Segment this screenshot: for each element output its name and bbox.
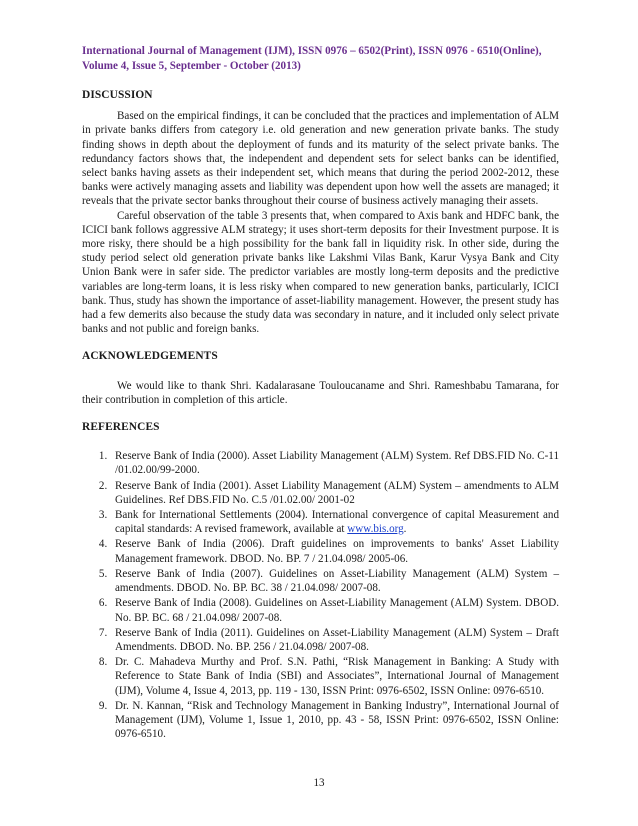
references-heading: REFERENCES: [82, 421, 160, 434]
journal-header-line1: International Journal of Management (IJM), ISSN 0976 – 6502(Print), ISSN 0976 - 6510(Online),: [82, 45, 542, 57]
reference-item: 6. Reserve Bank of India (2008). Guidelines on Asset-Liability Management (ALM) System. DBOD. No. BP. BC. 68 / 21.04.098/ 2007-08.: [110, 596, 559, 624]
reference-text-end: .: [403, 523, 407, 536]
bis-link[interactable]: www.bis.org: [347, 523, 404, 536]
reference-item: 2. Reserve Bank of India (2001). Asset Liability Management (ALM) System – amendments to ALM Guidelines. Ref DBS.FID No. C.5 /01.02.00/ 2001-02: [110, 479, 559, 507]
discussion-heading: DISCUSSION: [82, 89, 153, 101]
reference-item: 9. Dr. N. Kannan, “Risk and Technology Management in Banking Industry”, International Journal of Management (IJM), Volume 1, Issue 1, 2010, pp. 43 - 58, ISSN Print: 0976-6502, ISSN Online: 0976-6510.: [110, 699, 559, 742]
journal-header-line2: Volume 4, Issue 5, September - October (2013): [82, 60, 301, 72]
reference-item: [110, 508, 559, 536]
reference-item: 4. Reserve Bank of India (2006). Draft guidelines on improvements to banks' Asset Liability Management framework. DBOD. No. BP. 7 / 21.04.098/ 2005-06.: [110, 537, 559, 565]
reference-item: 1. Reserve Bank of India (2000). Asset Liability Management (ALM) System. Ref DBS.FID No. C-11 /01.02.00/99-2000.: [110, 449, 559, 477]
page-body: [82, 44, 559, 742]
discussion-paragraph-2: Careful observation of the table 3 presents that, when compared to Axis bank and HDFC bank, the ICICI bank follows aggressive ALM strategy; it uses short-term deposits for their Investment purpose. It is more risky, there should be a high possibility for the bank fall in liquidity risk. In other side, during the study period select old generation private banks like Lakshmi Vilas Bank, Karur Vysya Bank and City Union Bank were in safer side. The predictor variables are mostly long-term deposits and the predictive variables are long-term loans, it is less risky when compared to new generation banks, particularly, ICICI bank. Thus, study has shown the importance of asset-liability management. However, the present study has had a few demerits also because the study data was secondary in nature, and it included only select private banks and not public and foreign banks.: [82, 209, 559, 336]
page-number: 13: [313, 777, 325, 789]
journal-header: [82, 44, 559, 74]
acknowledgements-text: We would like to thank Shri. Kadalarasane Touloucaname and Shri. Rameshbabu Tamarana, for their contribution in completion of this article.: [82, 379, 559, 406]
discussion-paragraph-1: Based on the empirical findings, it can be concluded that the practices and implementation of ALM in private banks differs from category i.e. old generation and new generation private banks. The study finding shows in depth about the deployment of funds and its maturity of the select private banks. The redundancy factors shows that, the independent and dependent sets for select banks can be identified, select banks having assets as their independent set, which means that during the period 2002-2012, these banks were actively managing assets and liability was dependent upon how well the assets are managed; it reveals that the private sector banks throughout their course of business actively managing their assets.: [82, 110, 559, 208]
reference-text: Bank for International Settlements (2004). International convergence of capital Measurement and capital standards: A revised framework, available at: [115, 509, 559, 536]
reference-item: 5. Reserve Bank of India (2007). Guidelines on Asset-Liability Management (ALM) System – amendments. DBOD. No. BP. BC. 38 / 21.04.098/ 2007-08.: [110, 567, 559, 595]
reference-item: 8. Dr. C. Mahadeva Murthy and Prof. S.N. Pathi, “Risk Management in Banking: A Study with Reference to State Bank of India (SBI) and Associates”, International Journal of Management (IJM), Volume 4, Issue 4, 2013, pp. 119 - 130, ISSN Print: 0976-6502, ISSN Online: 0976-6510.: [110, 655, 559, 698]
reference-item: 7. Reserve Bank of India (2011). Guidelines on Asset-Liability Management (ALM) System – Draft Amendments. DBOD. No. BP. 256 / 21.04.098/ 2007-08.: [110, 626, 559, 654]
references-list: [82, 449, 559, 741]
acknowledgements-heading: ACKNOWLEDGEMENTS: [82, 350, 218, 363]
